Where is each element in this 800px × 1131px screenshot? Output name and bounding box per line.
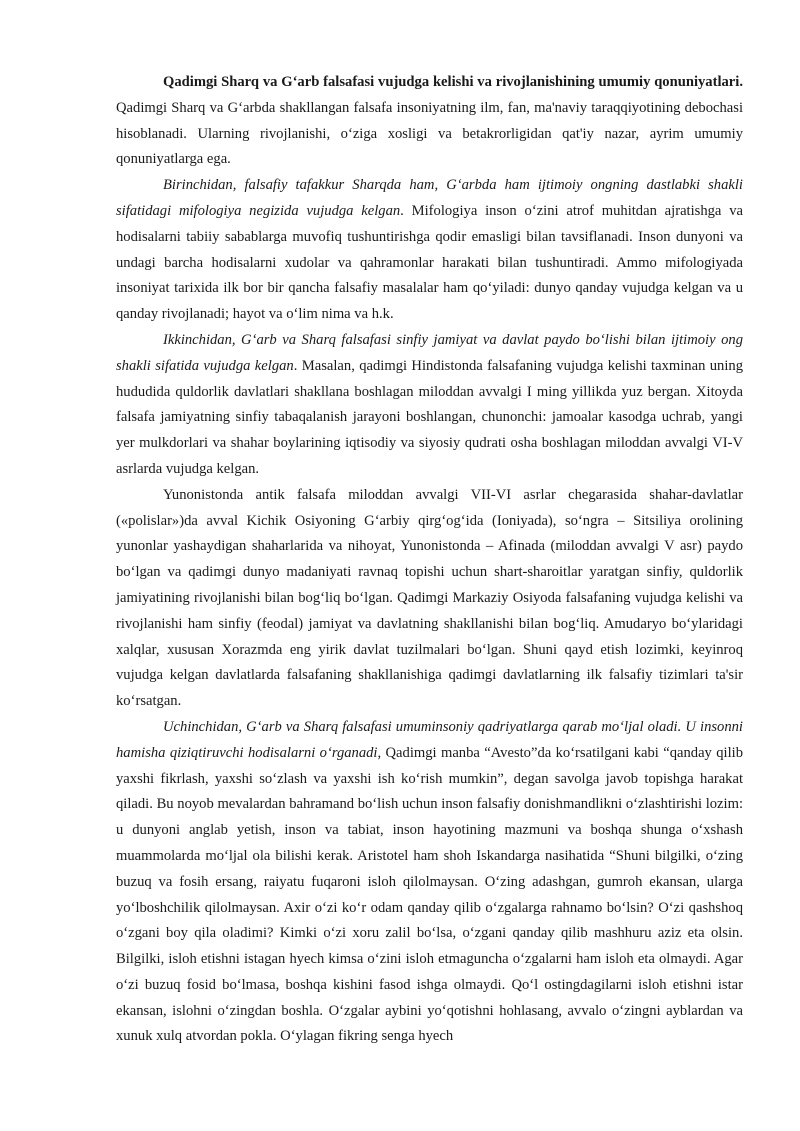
paragraph-2 [116,173,743,328]
paragraph-text: . Mifologiya inson o‘zini atrof muhitdan ajratishga va hodisalarni tabiiy sabablarga muvofiq tushuntirishga qodir emasligi bilan tavsiflanadi. Inson dunyoni va undagi barcha hodisalarni xudolar va qahramonlar harakati bilan tushuntiradi. Ammo mifologiyada insoniyat tarixida ilk bor bir qancha falsafiy masalalar ham qo‘yiladi: dunyo qanday vujudga kelgan va u qanday rivojlanadi; hayot va o‘lim nima va h.k. [116,202,743,323]
italic-lead: Uchinchidan, G‘arb va Sharq falsafasi umuminsoniy qadriyatlarga qarab mo‘ljal oladi. U insonni hamisha qiziqtiruvchi hodisalarni o‘rganadi [116,718,743,761]
paragraph-text: Yunonistonda antik falsafa miloddan avvalgi VII-VI asrlar chegarasida shahar-davlatlar («polislar»)da avval Kichik Osiyoning G‘arbiy qirg‘og‘ida (Ioniyada), so‘ngra – Sitsiliya orolining yunonlar yashaydigan shaharlarida va nihoyat, Yunonistonda – Afinada (miloddan avvalgi V asr) paydo bo‘lgan va qadimgi dunyo madaniyati ravnaq topishi uchun shart-sharoitlar yaratgan sinfiy, quldorlik jamiyatining rivojlanishi bilan bog‘liq bo‘lgan. Qadimgi Markaziy Osiyoda falsafaning vujudga kelishi va rivojlanishi ham sinfiy (feodal) jamiyat va davlatning shakllanishi bilan bog‘liq. Amudaryo bo‘ylaridagi xalqlar, xususan Xorazmda eng yirik davlat tuzilmalari bo‘lgan. Shuni qayd etish lozimki, keyinroq vujudga kelgan davlatlarda falsafaning shakllanishiga qadimgi davlatlarning ilk falsafiy tizimlari ta'sir ko‘rsatgan. [116,486,743,710]
paragraph-5 [116,715,743,1050]
paragraph-text: . Masalan, qadimgi Hindistonda falsafaning vujudga kelishi taxminan uning hududida quldorlik davlatlari shakllana boshlagan miloddan avvalgi I ming yillikda yuz bergan. Xitoyda falsafa jamiyatning sinfiy tabaqalanish jarayoni boshlangan, chunonchi: jamoalar kasodga uchrab, yangi yer mulkdorlari va shahar boylarining iqtisodiy va siyosiy qudrati osha boshlagan miloddan avvalgi VI-V asrlarda vujudga kelgan. [116,357,743,477]
document-page [116,70,743,1050]
italic-lead: Ikkinchidan, G‘arb va Sharq falsafasi sinfiy jamiyat va davlat paydo bo‘lishi bilan ijtimoiy ong shakli sifatida vujudga kelgan [116,331,743,374]
section-heading: Qadimgi Sharq va G‘arb falsafasi vujudga kelishi va rivojlanishining umumiy qonuniyatlari. [163,74,743,90]
paragraph-4 [116,483,743,715]
paragraph-3 [116,328,743,483]
paragraph-text: , Qadimgi manba “Avesto”da ko‘rsatilgani kabi “qanday qilib yaxshi fikrlash, yaxshi so‘zlash va yaxshi ish ko‘rish mumkin”, degan savolga javob topishga harakat qiladi. Bu noyob mevalardan bahramand bo‘lish uchun inson falsafiy donishmandlikni o‘zlashtirishi lozim: u dunyoni anglab yetish, inson va tabiat, inson hayotining mazmuni va boshqa shunga o‘xshash muammolarda mo‘ljal ola bilishi kerak. Aristotel ham shoh Iskandarga nasihatida “Shuni bilgilki, o‘zing buzuq va fosih ersang, raiyatu fuqaroni isloh qilolmaysan. O‘zing adashgan, gumroh ekansan, ularga yo‘lboshchilik qilolmaysan. Axir o‘zi ko‘r odam qanday qilib o‘zgalarga rahnamo bo‘lsin? O‘zi qashshoq o‘zgani boy qila oladimi? Kimki o‘zi xoru zalil bo‘lsa, o‘zgani qanday qilib mashhuru aziz eta olsin. Bilgilki, isloh etishni istagan hyech kimsa o‘zini isloh etmaguncha o‘zgalarni ham isloh eta olmaydi. Agar o‘zi buzuq fosid bo‘lmasa, boshqa kishini fasod ishga olmaydi. Qo‘l ostingdagilarni isloh etishni istar ekansan, islohni o‘zingdan boshla. O‘zgalar aybini yo‘qotishni hohlasang, avvalo o‘zingni ayblardan va xunuk xulq atvordan pokla. O‘ylagan fikring senga hyech [116,744,743,1045]
paragraph-1 [116,70,743,173]
italic-lead: Birinchidan, falsafiy tafakkur Sharqda ham, G‘arbda ham ijtimoiy ongning dastlabki shakli sifatidagi mifologiya negizida vujudga kelgan [116,177,743,219]
paragraph-text: Qadimgi Sharq va G‘arbda shakllangan falsafa insoniyatning ilm, fan, ma'naviy taraqqiyotining debochasi hisoblanadi. Ularning rivojlanishi, o‘ziga xosligi va betakrorligidan qat'iy nazar, ayrim umumiy qonuniyatlarga ega. [116,99,743,168]
